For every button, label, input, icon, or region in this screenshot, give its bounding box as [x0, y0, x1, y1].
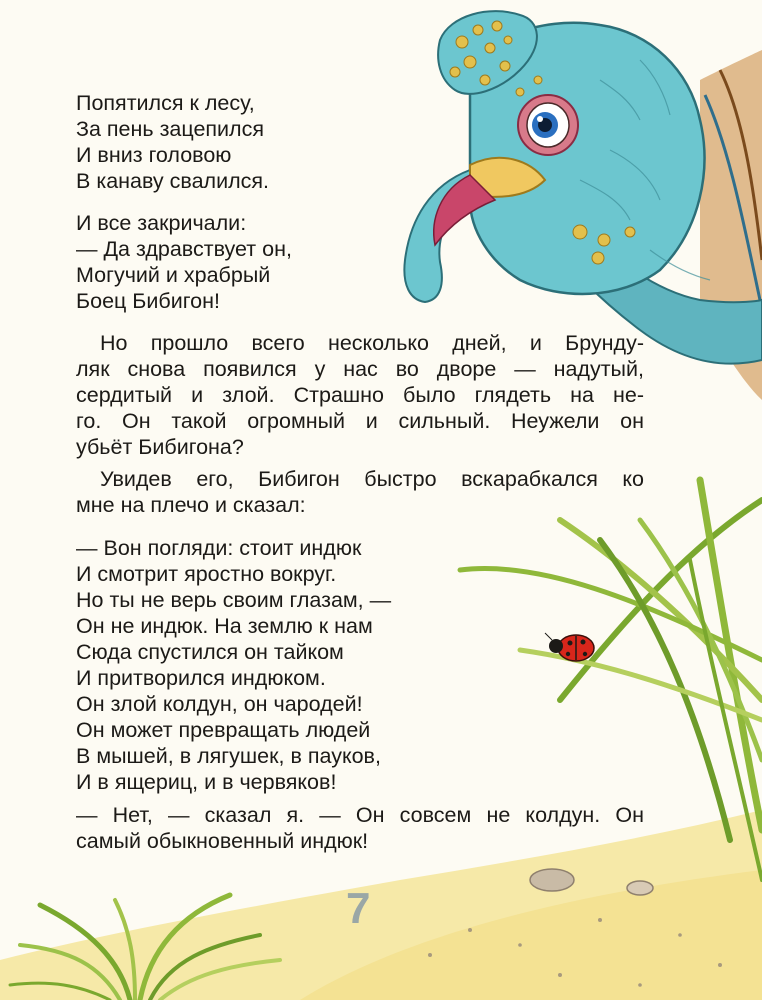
verse-line: В мышей, в лягушек, в пауков, — [76, 744, 381, 768]
verse-line: В канаву свалился. — [76, 169, 270, 193]
verse-line: Боец Бибигон! — [76, 289, 220, 313]
stanza-1 — [76, 90, 269, 194]
prose-line: ляк снова появился у нас во дворе — надутый, — [76, 357, 644, 381]
paragraph-3 — [76, 802, 644, 854]
stanza-2 — [76, 210, 292, 314]
prose-line: Но прошло всего несколько дней, и Брунду- — [100, 331, 644, 355]
verse-line: Он может превращать людей — [76, 718, 371, 742]
verse-line: Могучий и храбрый — [76, 263, 271, 287]
verse-line: За пень зацепился — [76, 117, 264, 141]
prose-line: сердитый и злой. Страшно было глядеть на не- — [76, 383, 644, 407]
poem — [76, 535, 391, 795]
prose-line: мне на плечо и сказал: — [76, 493, 306, 517]
verse-line: И в ящериц, и в червяков! — [76, 770, 337, 794]
pebble — [530, 869, 574, 891]
verse-line: И все закричали: — [76, 211, 247, 235]
verse-line: И вниз головою — [76, 143, 232, 167]
pebble — [627, 881, 653, 895]
verse-line: Он не индюк. На землю к нам — [76, 614, 373, 638]
page-number: 7 — [346, 884, 371, 933]
verse-line: Сюда спустился он тайком — [76, 640, 344, 664]
prose-line: убьёт Бибигона? — [76, 435, 244, 459]
verse-line: Он злой колдун, он чародей! — [76, 692, 363, 716]
prose-line: самый обыкновенный индюк! — [76, 829, 369, 853]
paragraph-2 — [76, 466, 644, 518]
verse-line: И притворился индюком. — [76, 666, 326, 690]
verse-line: Попятился к лесу, — [76, 91, 255, 115]
verse-line: — Вон погляди: стоит индюк — [76, 536, 362, 560]
prose-line: Увидев его, Бибигон быстро вскарабкался ко — [100, 467, 644, 491]
verse-line: — Да здравствует он, — [76, 237, 292, 261]
prose-line: го. Он такой огромный и сильный. Неужели он — [76, 409, 644, 433]
prose-line: — Нет, — сказал я. — Он совсем не колдун. Он — [76, 803, 644, 827]
verse-line: И смотрит яростно вокруг. — [76, 562, 337, 586]
verse-line: Но ты не верь своим глазам, — — [76, 588, 392, 612]
paragraph-1 — [76, 330, 644, 460]
